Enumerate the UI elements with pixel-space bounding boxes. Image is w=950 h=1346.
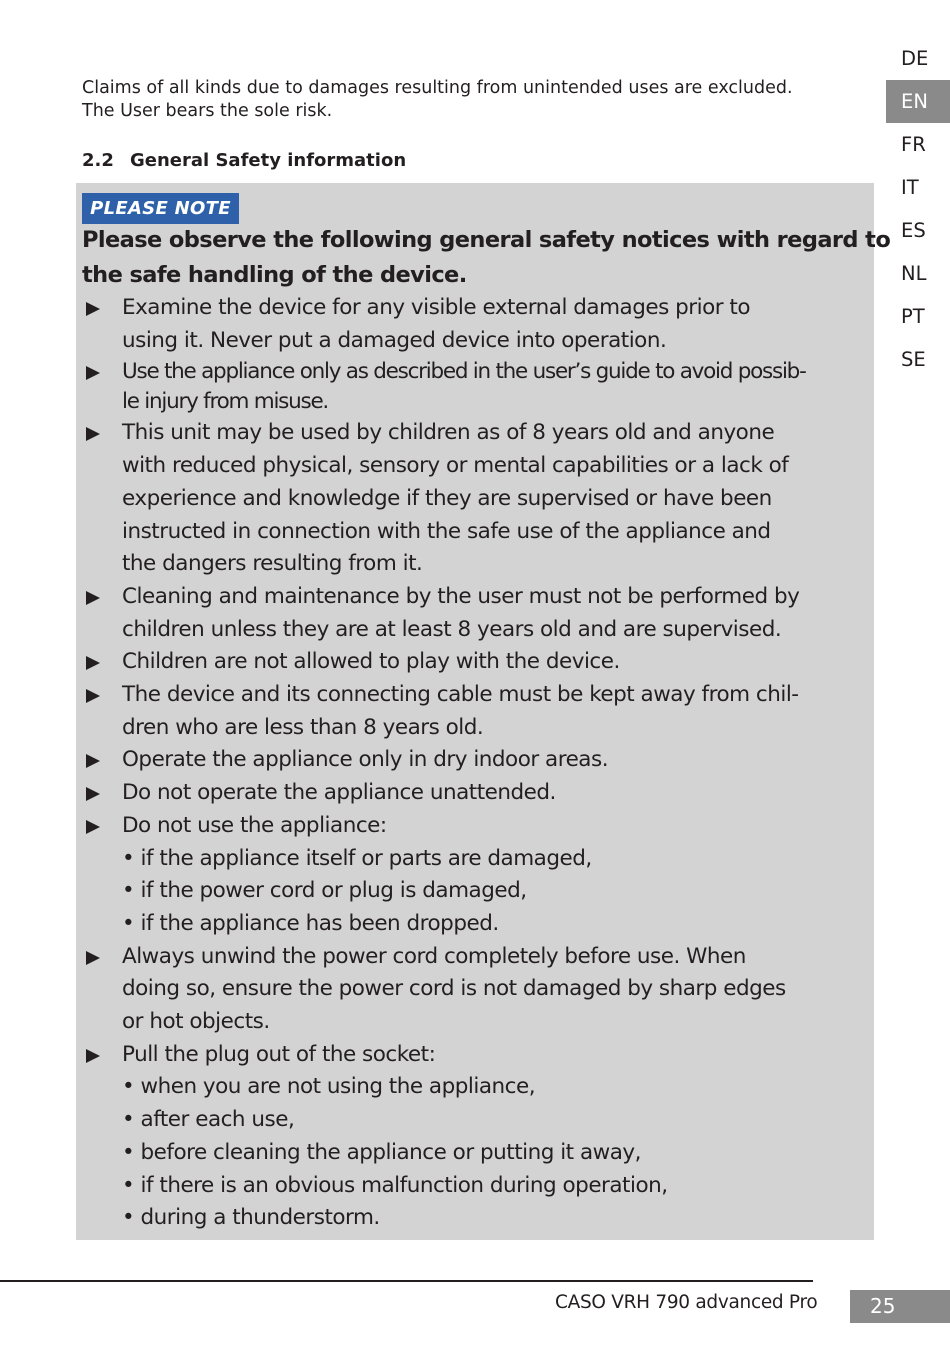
- safety-subitem: • if the appliance itself or parts are damaged,: [122, 845, 592, 871]
- note-lead: [82, 223, 891, 293]
- safety-item: [82, 941, 872, 1039]
- bullet-arrow-icon: [86, 820, 100, 834]
- bullet-arrow-icon: [86, 787, 100, 801]
- safety-item-line: with reduced physical, sensory or mental capabilities or a lack of: [122, 453, 789, 479]
- bullet-arrow-icon: [86, 656, 100, 670]
- safety-item-line: the dangers resulting from it.: [122, 551, 423, 577]
- language-tab-it[interactable]: IT: [901, 176, 919, 199]
- safety-item-line: using it. Never put a damaged device into operation.: [122, 327, 667, 353]
- language-tab-fr[interactable]: FR: [901, 133, 926, 156]
- bullet-arrow-icon: [86, 591, 100, 605]
- safety-item-line: The device and its connecting cable must be kept away from chil-: [122, 682, 799, 708]
- safety-item-line: Always unwind the power cord completely before use. When: [122, 943, 746, 969]
- safety-item-line: le injury from misuse.: [122, 389, 329, 415]
- language-tab-es[interactable]: ES: [901, 219, 926, 242]
- safety-list: [82, 292, 872, 1235]
- safety-item: [82, 1039, 872, 1235]
- safety-subitem: • if the appliance has been dropped.: [122, 910, 499, 936]
- safety-item-line: Do not use the appliance:: [122, 812, 387, 838]
- language-tab-de[interactable]: DE: [901, 47, 929, 70]
- safety-item-line: experience and knowledge if they are supervised or have been: [122, 485, 772, 511]
- section-heading: [82, 150, 406, 171]
- safety-item-line: instructed in connection with the safe use of the appliance and: [122, 518, 771, 544]
- footer-divider: [0, 1280, 813, 1282]
- safety-item: [82, 417, 872, 581]
- safety-item-line: Operate the appliance only in dry indoor areas.: [122, 747, 609, 773]
- note-lead-line: the safe handling of the device.: [82, 262, 467, 288]
- safety-item-line: Children are not allowed to play with the device.: [122, 649, 620, 675]
- intro-paragraph: [82, 77, 862, 123]
- safety-item-line: Do not operate the appliance unattended.: [122, 780, 556, 806]
- safety-item-line: This unit may be used by children as of 8 years old and anyone: [122, 420, 775, 446]
- safety-subitem: • after each use,: [122, 1107, 295, 1133]
- safety-subitem: • if the power cord or plug is damaged,: [122, 878, 527, 904]
- safety-item: [82, 744, 872, 777]
- safety-item-line: children unless they are at least 8 years old and are supervised.: [122, 616, 782, 642]
- safety-item: [82, 679, 872, 744]
- intro-line: The User bears the sole risk.: [82, 101, 333, 121]
- bullet-arrow-icon: [86, 754, 100, 768]
- safety-item-line: doing so, ensure the power cord is not damaged by sharp edges: [122, 976, 786, 1002]
- safety-item: [82, 646, 872, 679]
- safety-subitem: • before cleaning the appliance or putting it away,: [122, 1139, 641, 1165]
- bullet-arrow-icon: [86, 689, 100, 703]
- bullet-arrow-icon: [86, 366, 100, 380]
- safety-item: [82, 581, 872, 646]
- language-tab-en[interactable]: EN: [886, 80, 950, 123]
- safety-subitem: • during a thunderstorm.: [122, 1205, 380, 1231]
- section-title: General Safety information: [130, 150, 407, 171]
- safety-item: [82, 357, 872, 417]
- bullet-arrow-icon: [86, 427, 100, 441]
- safety-item: [82, 810, 872, 941]
- page-number: 25: [850, 1290, 950, 1323]
- language-tab-nl[interactable]: NL: [901, 262, 927, 285]
- safety-item: [82, 777, 872, 810]
- please-note-badge: PLEASE NOTE: [82, 193, 239, 224]
- bullet-arrow-icon: [86, 302, 100, 316]
- safety-item-line: dren who are less than 8 years old.: [122, 714, 484, 740]
- safety-item-line: Pull the plug out of the socket:: [122, 1041, 436, 1067]
- language-tabs: [886, 37, 950, 381]
- safety-item: [82, 292, 872, 357]
- safety-item-line: Cleaning and maintenance by the user must not be performed by: [122, 583, 800, 609]
- note-lead-line: Please observe the following general safety notices with regard to: [82, 227, 891, 253]
- bullet-arrow-icon: [86, 951, 100, 965]
- safety-subitem: • if there is an obvious malfunction during operation,: [122, 1172, 668, 1198]
- safety-item-line: or hot objects.: [122, 1009, 270, 1035]
- safety-subitem: • when you are not using the appliance,: [122, 1074, 536, 1100]
- safety-item-line: Use the appliance only as described in the user’s guide to avoid possib-: [122, 359, 806, 385]
- safety-item-line: Examine the device for any visible external damages prior to: [122, 295, 750, 320]
- section-number: 2.2: [82, 150, 114, 171]
- intro-line: Claims of all kinds due to damages resulting from unintended uses are excluded.: [82, 78, 793, 98]
- footer-product-name: CASO VRH 790 advanced Pro: [555, 1292, 818, 1313]
- language-tab-pt[interactable]: PT: [901, 305, 925, 328]
- bullet-arrow-icon: [86, 1049, 100, 1063]
- language-tab-se[interactable]: SE: [901, 348, 926, 371]
